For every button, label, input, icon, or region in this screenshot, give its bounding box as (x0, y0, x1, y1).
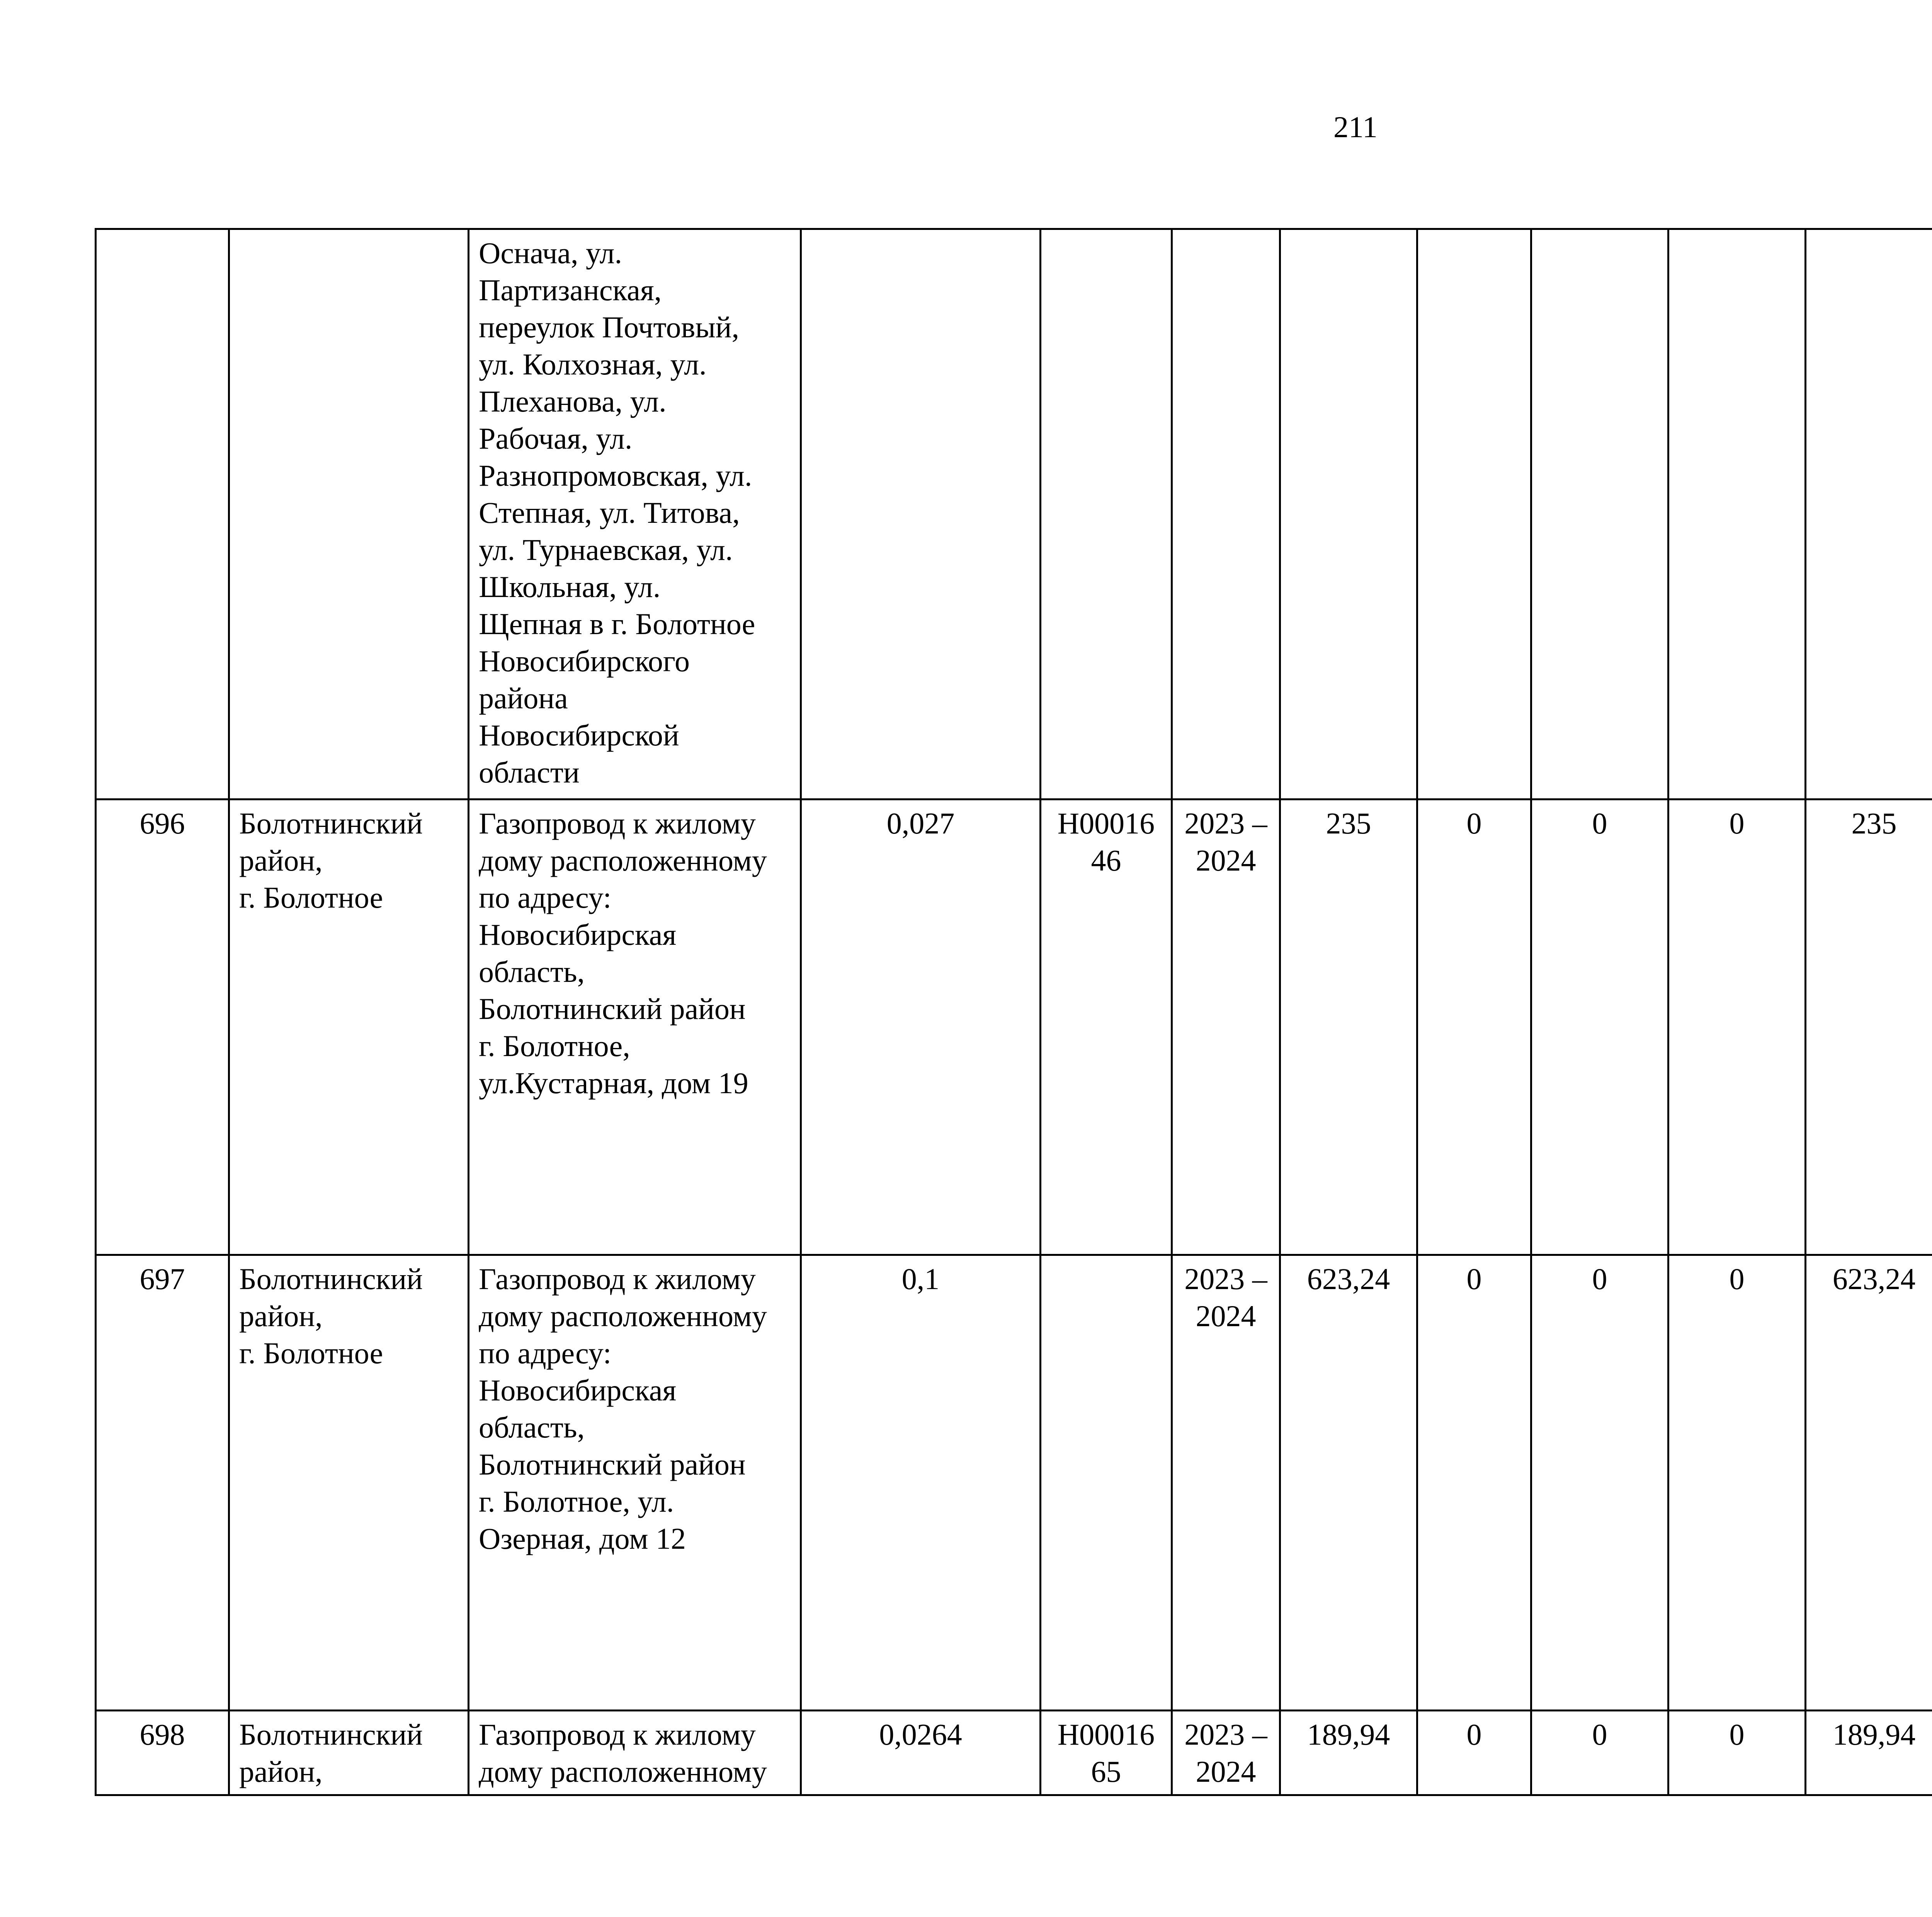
cell-line: Новосибирская (479, 918, 677, 951)
cost-col-8-cell (1668, 229, 1806, 799)
cell-line: Степная, ул. Титова, (479, 496, 740, 529)
total-cost-cell (1280, 229, 1417, 799)
cell-line: Н00016 (1057, 1718, 1155, 1751)
row-number-cell (96, 229, 229, 799)
cell-line: район, (239, 1755, 323, 1788)
cell-line: Н00016 (1057, 806, 1155, 840)
cell-line: Щепная в г. Болотное (479, 607, 755, 641)
cell-line: Болотнинский район (479, 1448, 746, 1481)
district-cell (229, 1255, 469, 1711)
cost-col-7-cell: 0 (1531, 799, 1668, 1255)
cell-line: Болотнинский район (479, 992, 746, 1026)
cost-col-8-cell: 0 (1668, 1255, 1806, 1711)
cost-col-8-cell: 0 (1668, 799, 1806, 1255)
cost-col-9-cell: 623,24 (1806, 1255, 1932, 1711)
district-cell (229, 1711, 469, 1795)
district-cell (229, 799, 469, 1255)
row-number-cell: 698 (96, 1711, 229, 1795)
cell-line: ул. Колхозная, ул. (479, 347, 707, 381)
object-code-cell (1041, 1711, 1172, 1795)
cell-line: 46 (1091, 844, 1121, 877)
cell-line: 2023 – (1184, 1718, 1267, 1751)
years-cell (1172, 799, 1280, 1255)
cell-line: Газопровод к жилому (479, 1262, 756, 1296)
table-row (96, 229, 1932, 799)
cell-line: области (479, 755, 580, 789)
cost-col-7-cell: 0 (1531, 1255, 1668, 1711)
cell-line: по адресу: (479, 881, 612, 914)
cell-line: Болотнинский (239, 1262, 423, 1296)
cell-line: Рабочая, ул. (479, 422, 633, 455)
table-body (96, 229, 1932, 1795)
total-cost-cell: 235 (1280, 799, 1417, 1255)
cell-line: Болотнинский (239, 806, 423, 840)
cell-line: 65 (1091, 1755, 1121, 1788)
table-row (96, 1255, 1932, 1711)
cell-line: дому расположенному (479, 844, 767, 877)
cell-line: г. Болотное, (479, 1029, 630, 1063)
table-row (96, 1711, 1932, 1795)
district-cell (229, 229, 469, 799)
length-cell (801, 229, 1041, 799)
cell-line: дому расположенному (479, 1755, 767, 1788)
cell-line: Новосибирского (479, 644, 690, 678)
cell-line: область, (479, 955, 585, 988)
cell-line: Газопровод к жилому (479, 806, 756, 840)
cell-line: дому расположенному (479, 1299, 767, 1333)
page-number: 211 (1333, 110, 1378, 144)
cell-line: район, (239, 844, 323, 877)
table-row (96, 799, 1932, 1255)
object-name-cell (469, 229, 801, 799)
object-code-cell (1041, 229, 1172, 799)
cost-col-9-cell: 189,94 (1806, 1711, 1932, 1795)
cell-line: Озерная, дом 12 (479, 1522, 686, 1555)
cell-line: Плеханова, ул. (479, 384, 667, 418)
cost-col-6-cell: 0 (1417, 1255, 1531, 1711)
cell-line: Новосибирская (479, 1373, 677, 1407)
cell-line: 2024 (1196, 1299, 1256, 1333)
cell-line: района (479, 681, 568, 715)
cell-line: ул.Кустарная, дом 19 (479, 1066, 748, 1100)
cell-line: 2024 (1196, 1755, 1256, 1788)
row-number-cell: 697 (96, 1255, 229, 1711)
cost-col-7-cell: 0 (1531, 1711, 1668, 1795)
object-code-cell (1041, 1255, 1172, 1711)
cell-line: Оснача, ул. (479, 236, 622, 270)
cost-col-7-cell (1531, 229, 1668, 799)
object-name-cell (469, 799, 801, 1255)
cell-line: Новосибирской (479, 718, 679, 752)
length-cell: 0,1 (801, 1255, 1041, 1711)
cost-col-9-cell (1806, 229, 1932, 799)
cost-col-8-cell: 0 (1668, 1711, 1806, 1795)
cost-col-9-cell: 235 (1806, 799, 1932, 1255)
cell-line: переулок Почтовый, (479, 310, 740, 344)
cell-line: Партизанская, (479, 273, 662, 307)
cell-line: район, (239, 1299, 323, 1333)
row-number-cell: 696 (96, 799, 229, 1255)
cell-line: ул. Турнаевская, ул. (479, 533, 733, 566)
cost-col-6-cell (1417, 229, 1531, 799)
gasification-table (95, 228, 1932, 1796)
cell-line: 2023 – (1184, 1262, 1267, 1296)
cell-line: Разнопромовская, ул. (479, 459, 752, 492)
cell-line: 2023 – (1184, 806, 1267, 840)
cell-line: по адресу: (479, 1336, 612, 1370)
cell-line: 2024 (1196, 844, 1256, 877)
object-code-cell (1041, 799, 1172, 1255)
years-cell (1172, 1255, 1280, 1711)
years-cell (1172, 1711, 1280, 1795)
cost-col-6-cell: 0 (1417, 799, 1531, 1255)
cost-col-6-cell: 0 (1417, 1711, 1531, 1795)
cell-line: Болотнинский (239, 1718, 423, 1751)
total-cost-cell: 189,94 (1280, 1711, 1417, 1795)
years-cell (1172, 229, 1280, 799)
length-cell: 0,027 (801, 799, 1041, 1255)
total-cost-cell: 623,24 (1280, 1255, 1417, 1711)
length-cell: 0,0264 (801, 1711, 1041, 1795)
cell-line: г. Болотное (239, 1336, 383, 1370)
object-name-cell (469, 1255, 801, 1711)
cell-line: Школьная, ул. (479, 570, 661, 604)
object-name-cell (469, 1711, 801, 1795)
cell-line: г. Болотное (239, 881, 383, 914)
cell-line: Газопровод к жилому (479, 1718, 756, 1751)
cell-line: г. Болотное, ул. (479, 1485, 674, 1518)
cell-line: область, (479, 1410, 585, 1444)
